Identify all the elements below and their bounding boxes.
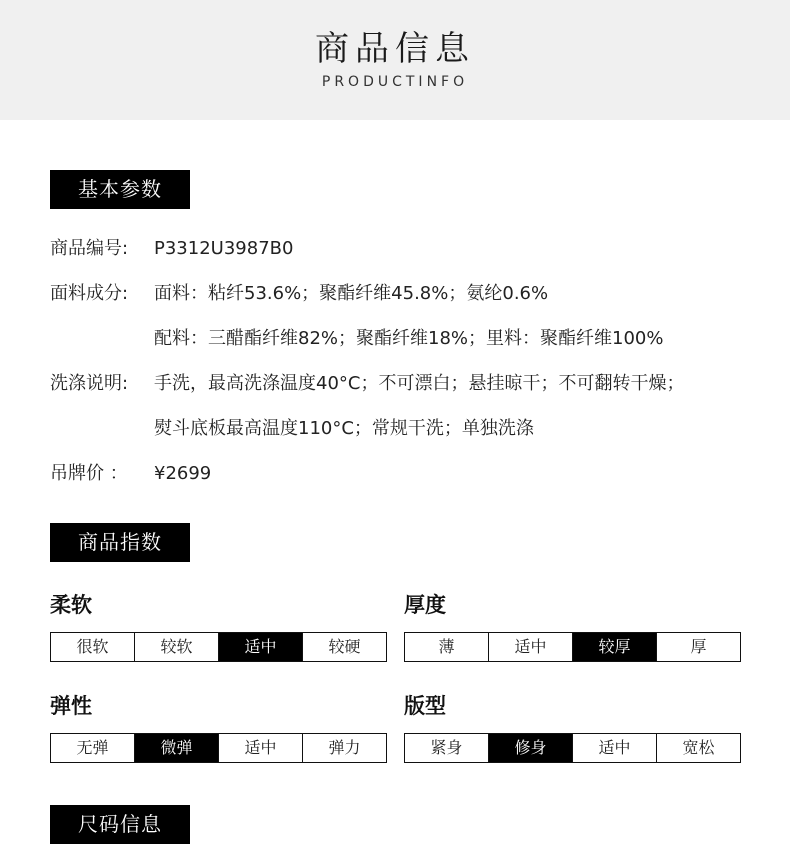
param-label-code: 商品编号: bbox=[50, 238, 129, 259]
index-thickness bbox=[404, 590, 741, 656]
param-value-wash-2: 熨斗底板最高温度110°C；常规干洗；单独洗涤 bbox=[154, 418, 534, 439]
scale-option-softness-0: 很软 bbox=[51, 633, 135, 661]
scale-option-thickness-2: 较厚 bbox=[573, 633, 657, 661]
product-info-header bbox=[0, 0, 790, 120]
scale-thickness bbox=[404, 632, 741, 662]
scale-option-thickness-1: 适中 bbox=[489, 633, 573, 661]
page-subtitle: PRODUCTINFO bbox=[321, 74, 469, 90]
scale-elasticity bbox=[50, 733, 387, 763]
param-value-price: ¥2699 bbox=[154, 463, 212, 484]
param-value-material-1: 面料：粘纤53.6%；聚酯纤维45.8%；氨纶0.6% bbox=[154, 283, 549, 304]
param-value-wash-1: 手洗，最高洗涤温度40°C；不可漂白；悬挂晾干；不可翻转干燥； bbox=[154, 373, 685, 394]
scale-option-softness-2: 适中 bbox=[219, 633, 303, 661]
scale-option-elasticity-2: 适中 bbox=[219, 734, 303, 762]
param-label-price: 吊牌价 ： bbox=[50, 463, 128, 484]
index-softness bbox=[50, 590, 387, 656]
scale-softness bbox=[50, 632, 387, 662]
scale-option-elasticity-0: 无弹 bbox=[51, 734, 135, 762]
index-title-thickness: 厚度 bbox=[404, 593, 446, 617]
scale-option-softness-3: 较硬 bbox=[328, 637, 361, 656]
index-title-softness: 柔软 bbox=[50, 593, 92, 617]
section-label-index: 商品指数 bbox=[50, 523, 190, 562]
scale-option-elasticity-1: 微弹 bbox=[135, 734, 219, 762]
param-row-price bbox=[50, 461, 211, 487]
scale-fit bbox=[404, 733, 741, 763]
param-label-wash: 洗涤说明: bbox=[50, 373, 129, 394]
scale-option-fit-3: 宽松 bbox=[682, 738, 715, 757]
scale-option-fit-2: 适中 bbox=[573, 734, 657, 762]
param-value-code: P3312U3987B0 bbox=[154, 238, 294, 259]
index-elasticity bbox=[50, 691, 387, 757]
section-label-basic: 基本参数 bbox=[50, 170, 190, 209]
index-title-fit: 版型 bbox=[404, 694, 446, 718]
param-row-code bbox=[50, 236, 293, 262]
page-title: 商品信息 bbox=[315, 29, 475, 69]
index-title-elasticity: 弹性 bbox=[50, 694, 92, 718]
param-row-material bbox=[50, 281, 548, 307]
scale-option-thickness-3: 厚 bbox=[690, 637, 707, 656]
section-label-size: 尺码信息 bbox=[50, 805, 190, 844]
scale-option-softness-1: 较软 bbox=[135, 633, 219, 661]
param-row-wash bbox=[50, 371, 684, 397]
scale-option-fit-1: 修身 bbox=[489, 734, 573, 762]
scale-option-thickness-0: 薄 bbox=[405, 633, 489, 661]
scale-option-fit-0: 紧身 bbox=[405, 734, 489, 762]
param-value-material-2: 配料：三醋酯纤维82%；聚酯纤维18%；里料：聚酯纤维100% bbox=[154, 328, 664, 349]
scale-option-elasticity-3: 弹力 bbox=[328, 738, 361, 757]
param-label-material: 面料成分: bbox=[50, 283, 129, 304]
index-fit bbox=[404, 691, 741, 757]
